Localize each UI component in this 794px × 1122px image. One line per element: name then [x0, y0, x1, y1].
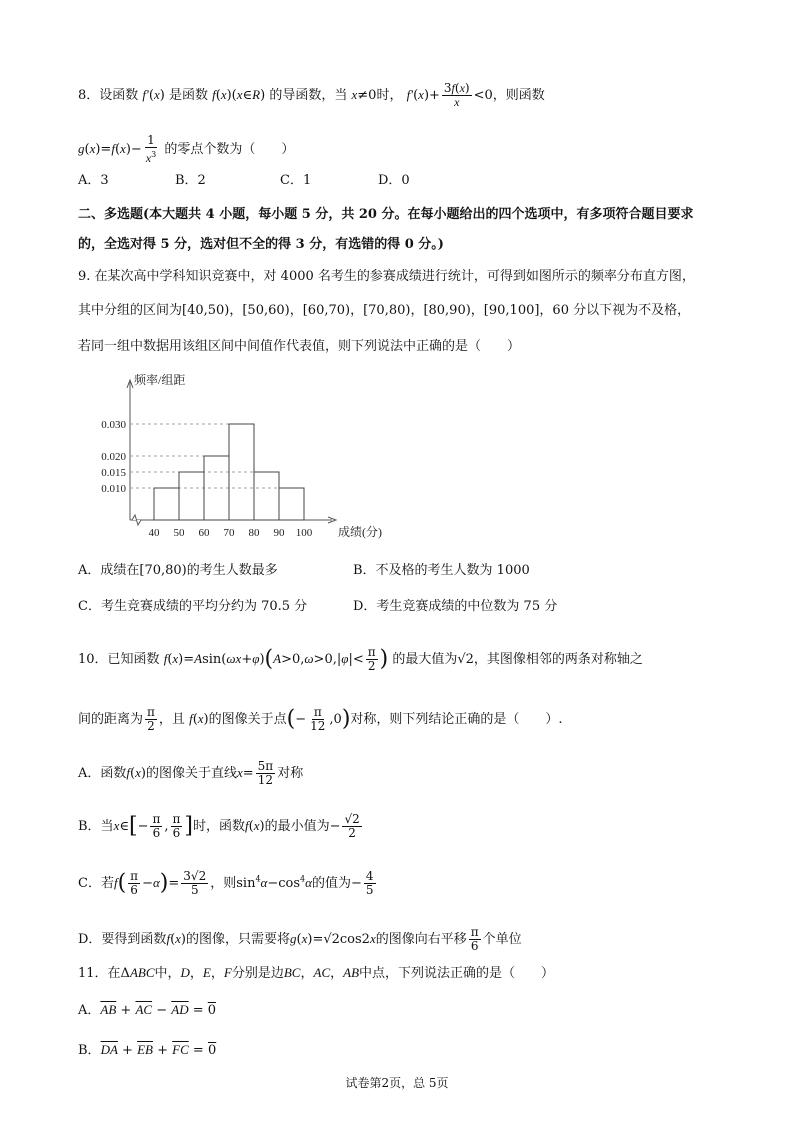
y-tick-label-1: 0.015 [101, 467, 126, 479]
y-tick-label-2: 0.020 [101, 451, 126, 463]
section2-line1: 二、多选题(本大题共 4 小题，每小题 5 分，共 20 分。在每小题给出的四个选项中，有多项符合题目要求 [78, 207, 694, 222]
q8-option-b: B．2 [175, 173, 206, 188]
histogram-bar [154, 488, 179, 520]
frequency-histogram [80, 370, 410, 545]
q9-option-c: C．考生竞赛成绩的平均分约为 70.5 分 [78, 599, 308, 614]
x-tick-label-4: 80 [248, 527, 260, 539]
y-axis-label: 频率/组距 [134, 373, 186, 387]
x-tick-label-2: 60 [198, 527, 210, 539]
x-tick-label-5: 90 [273, 527, 285, 539]
q11-option-b: B．$\overline{DA} + \overline{EB} + \overline{FC} = 0$ [78, 1042, 217, 1058]
q8-option-c: C．1 [280, 173, 312, 188]
q9-option-a: A．成绩在[70,80)的考生人数最多 [78, 563, 278, 578]
q9-line1: 9. 在某次高中学科知识竞赛中，对 4000 名考生的参赛成绩进行统计，可得到如图所示的频率分布直方图， [78, 269, 695, 284]
q8-line2: g(x)=f(x)− $\frac{1}{x^3}$ 的零点个数为（ ） [78, 133, 295, 165]
q11-line1: 11．在ΔABC中，D，E，F分别是边BC，AC，AB中点，下列说法正确的是（ ） [78, 965, 555, 981]
page-footer: 试卷第2页，总 5页 [345, 1076, 449, 1090]
y-tick-label-3: 0.030 [101, 419, 126, 431]
q10-option-d: D．要得到函数f(x)的图像，只需要将g(x)=√2cos2x的图像向右平移 $\frac{\pi}{6}$ 个单位 [78, 925, 522, 953]
histogram-bar [179, 472, 204, 520]
q11-option-a: A．$\overline{AB} + \overline{AC} - \overline{AD} = 0$ [78, 1002, 217, 1018]
y-tick-label-0: 0.010 [101, 483, 126, 495]
x-tick-label-0: 40 [148, 527, 160, 539]
histogram-bar [254, 472, 279, 520]
q10-option-a: A．函数f(x)的图像关于直线x= $\frac{5\pi}{12}$ 对称 [78, 759, 304, 787]
q10-line1: 10．已知函数 f(x)=Asin(ωx+φ)(A>0,ω>0,|φ|< $\frac{\pi}{2}$ ) 的最大值为√2，其图像相邻的两条对称轴之 [78, 645, 643, 673]
section2-line2: 的，全选对得 5 分，选对但不全的得 3 分，有选错的得 0 分。) [78, 237, 444, 252]
q9-line3: 若同一组中数据用该组区间中间值作代表值，则下列说法中正确的是（ ） [78, 339, 521, 354]
x-tick-label-3: 70 [223, 527, 235, 539]
q9-line2: 其中分组的区间为[40,50)，[50,60)，[60,70)，[70,80)，[80,90)，[90,100]，60 分以下视为不及格， [78, 303, 691, 318]
x-axis-label: 成绩(分) [338, 525, 382, 539]
q10-option-c: C．若f( $\frac{\pi}{6}$ −α)= $\frac{3√2}{5}$ ，则$\sin^4\alpha-\cos^4\alpha$的值为− $\frac{4}{5}$ [78, 869, 374, 897]
q9-option-d: D．考生竞赛成绩的中位数为 75 分 [353, 599, 558, 614]
q9-option-b: B．不及格的考生人数为 1000 [353, 563, 530, 578]
q8-option-d: D．0 [378, 173, 410, 188]
histogram-bar [279, 488, 304, 520]
q8-option-a: A．3 [78, 173, 109, 188]
x-tick-label-1: 50 [173, 527, 185, 539]
x-tick-label-6: 100 [295, 527, 313, 539]
axis-break-mark [132, 515, 141, 525]
q8-line1: 8．设函数 f′(x) 是函数 f(x)(x∈R) 的导函数，当 x≠0时， f′(x)+ $\frac{3f(x)}{x}$ <0，则函数 [78, 81, 545, 109]
q10-line2: 间的距离为 $\frac{\pi}{2}$ ，且 f(x)的图像关于点(− $\frac{\pi}{12}$ ,0)对称，则下列结论正确的是（ ）. [78, 705, 563, 733]
q10-option-b: B．当x∈[− $\frac{\pi}{6}$ , $\frac{\pi}{6}$ ]时，函数f(x)的最小值为− $\frac{√2}{2}$ [78, 812, 360, 840]
